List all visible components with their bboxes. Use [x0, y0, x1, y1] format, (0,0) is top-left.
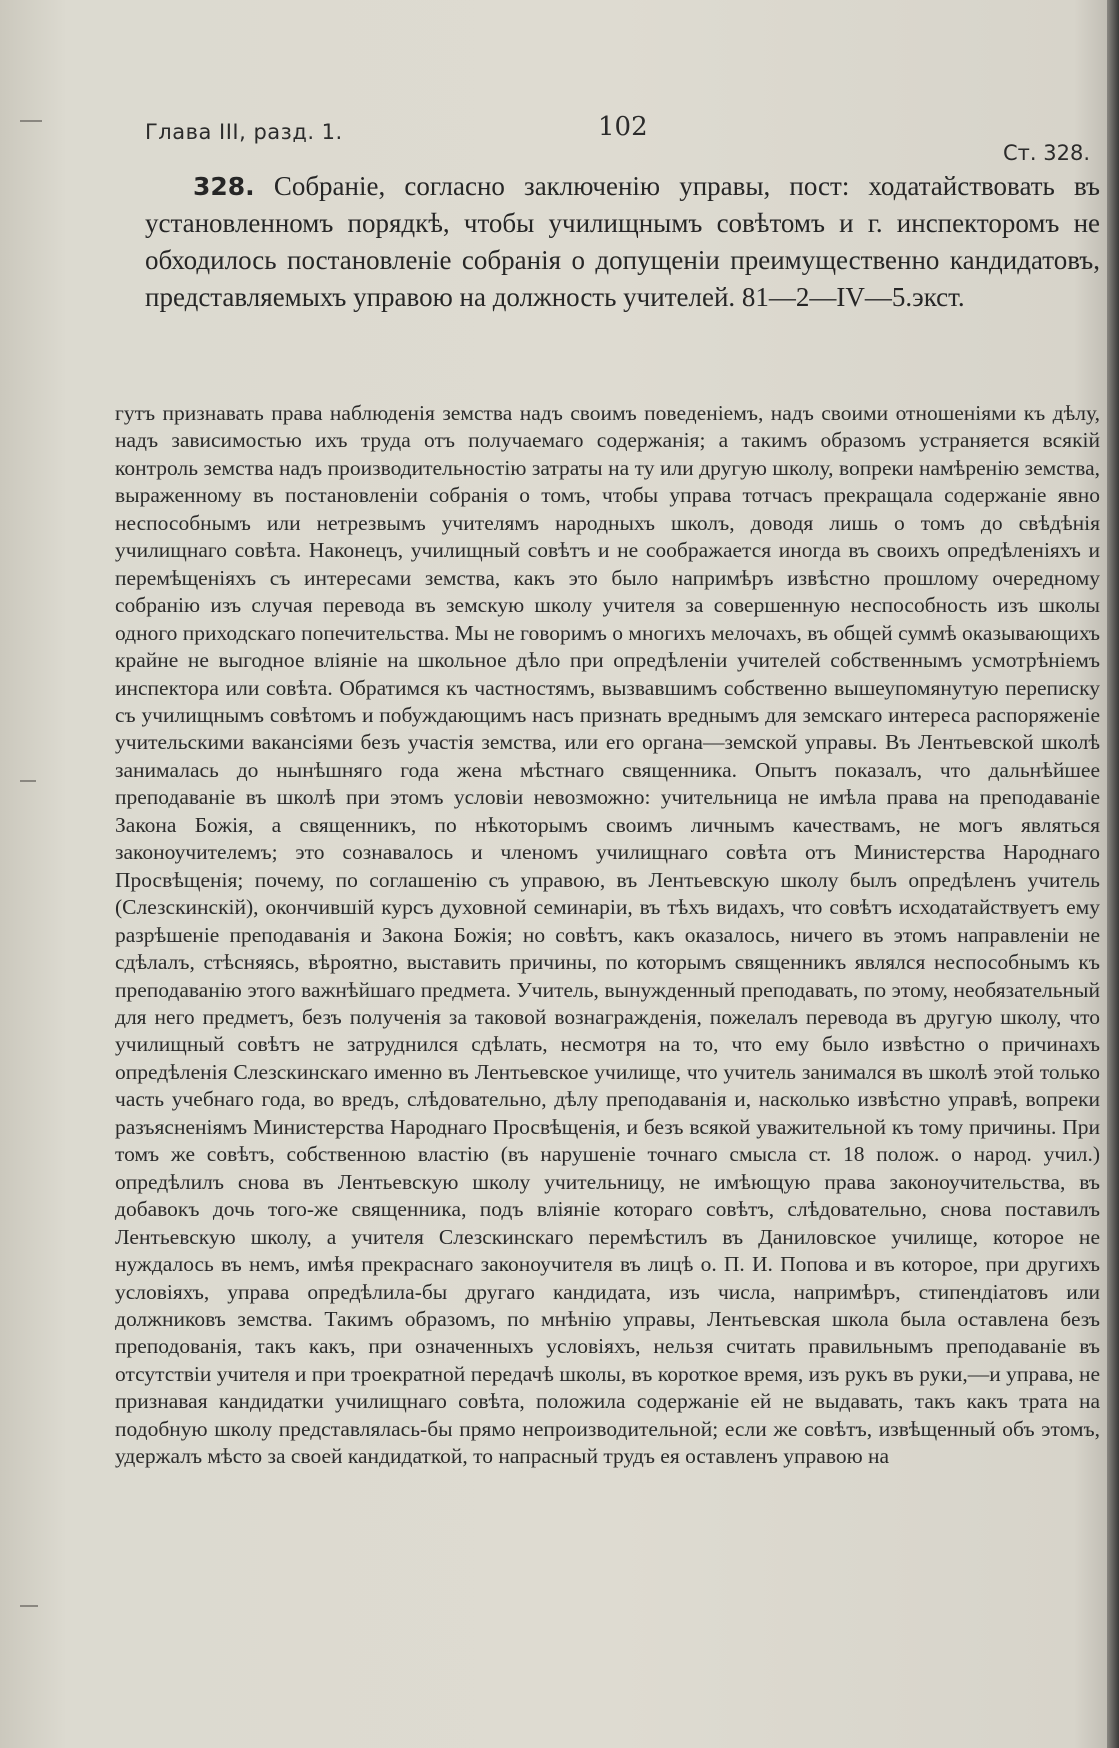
decree-number: 328.	[193, 172, 255, 201]
margin-mark	[20, 780, 36, 782]
page-edge-shadow	[1107, 0, 1119, 1748]
margin-mark	[20, 120, 42, 122]
chapter-heading: Глава III, разд. 1.	[145, 120, 343, 144]
article-heading: Ст. 328.	[1003, 141, 1091, 165]
decree-text: Собраніе, согласно заключенію управы, пост: ходатайствовать въ установленномъ порядкѣ, чтобы училищнымъ совѣтомъ и г. инспекторомъ не обходилось постановленіе собранія о допущеніи преимущественно кандидатовъ, представляемыхъ управою на должность учителей. 81—2—IV—5.экст.	[145, 171, 1101, 312]
decree-paragraph	[145, 168, 1100, 316]
body-paragraph: гутъ признавать права наблюденія земства надъ своимъ поведеніемъ, надъ своими отношеніями къ дѣлу, надъ зависимостью ихъ труда отъ получаемаго содержанія; а такимъ образомъ устраняется всякій контроль земства надъ производительностію затраты на ту или другую школу, вопреки намѣренію земства, выраженному въ постановленіи собранія о томъ, чтобы управа тотчасъ прекращала содержаніе явно неспособнымъ или нетрезвымъ учителямъ народныхъ школъ, доводя лишь о томъ до свѣдѣнія училищнаго совѣта. Наконецъ, училищный совѣтъ и не соображается иногда въ своихъ опредѣленіяхъ и перемѣщеніяхъ съ интересами земства, какъ это было напримѣръ извѣстно прошлому очередному собранію изъ случая перевода въ земскую школу учителя за совершенную неспособность изъ школы одного приходскаго попечительства. Мы не говоримъ о многихъ мелочахъ, въ общей суммѣ оказывающихъ крайне не выгодное вліяніе на школьное дѣло при опредѣленіи учителей собственнымъ усмотрѣніемъ инспектора или совѣта. Обратимся къ частностямъ, вызвавшимъ собственно вышеупомянутую переписку съ училищнымъ совѣтомъ и побуждающимъ насъ признать вреднымъ для земскаго интереса распоряженіе учительскими вакансіями безъ участія земства, или его органа—земской управы. Въ Лентьевской школѣ занималась до нынѣшняго года жена мѣстнаго священника. Опытъ показалъ, что дальнѣйшее преподаваніе въ школѣ при этомъ условіи невозможно: учительница не имѣла права на преподаваніе Закона Божія, а священникъ, по нѣкоторымъ своимъ личнымъ качествамъ, не могъ являться законоучителемъ; это сознавалось и членомъ училищнаго совѣта отъ Министерства Народнаго Просвѣщенія; почему, по соглашенію съ управою, въ Лентьевскую школу былъ опредѣленъ учитель (Слезскинскій), окончившій курсъ духовной семинаріи, въ тѣхъ видахъ, что совѣтъ исходатайствуетъ ему разрѣшеніе преподаванія и Закона Божія; но совѣтъ, какъ оказалось, ничего въ этомъ направленіи не сдѣлалъ, стѣсняясь, вѣроятно, выставить причины, по которымъ священникъ являлся неспособнымъ къ преподаванію этого важнѣйшаго предмета. Учитель, вынужденный преподавать, по этому, необязательный для него предметъ, безъ полученія за таковой вознагражденія, пожелалъ перевода въ другую школу, что училищный совѣтъ не затруднился сдѣлать, несмотря на то, что ему было извѣстно о причинахъ опредѣленія Слезскинскаго именно въ Лентьевское училище, что учитель занимался въ школѣ этой только часть учебнаго года, во вредъ, слѣдовательно, дѣлу преподаванія и, насколько извѣстно управѣ, вопреки разъясненіямъ Министерства Народнаго Просвѣщенія, и безъ всякой уважительной къ тому причины. При томъ же совѣтъ, собственною властію (въ нарушеніе точнаго смысла ст. 18 полож. о народ. учил.) опредѣлилъ снова въ Лентьевскую школу учительницу, не имѣющую права законоучительства, въ добавокъ дочь того-же священника, подъ вліяніе котораго совѣтъ, слѣдовательно, снова поставилъ Лентьевскую школу, а учителя Слезскинскаго перемѣстилъ въ Даниловское училище, которое не нуждалось въ немъ, имѣя прекраснаго законоучителя въ лицѣ о. П. И. Попова и въ которое, при другихъ условіяхъ, управа опредѣлила-бы другаго кандидата, изъ числа, напримѣръ, стипендіатовъ или должниковъ земства. Такимъ образомъ, по мнѣнію управы, Лентьевская школа была оставлена безъ преподованія, такъ какъ, при означенныхъ условіяхъ, нельзя считать правильнымъ преподаваніе въ отсутствіи учителя и при троекратной передачѣ школы, въ короткое время, изъ рукъ въ руки,—и управа, не признавая кандидатки училищнаго совѣта, положила содержаніе ей не выдавать, такъ какъ трата на подобную школу представлялась-бы прямо непроизводительной; если же совѣтъ, извѣщенный объ этомъ, удержалъ мѣсто за своей кандидаткой, то напрасный трудъ ея оставленъ управою на	[115, 401, 1100, 1469]
margin-mark	[20, 1605, 38, 1607]
page-number: 102	[598, 112, 648, 142]
